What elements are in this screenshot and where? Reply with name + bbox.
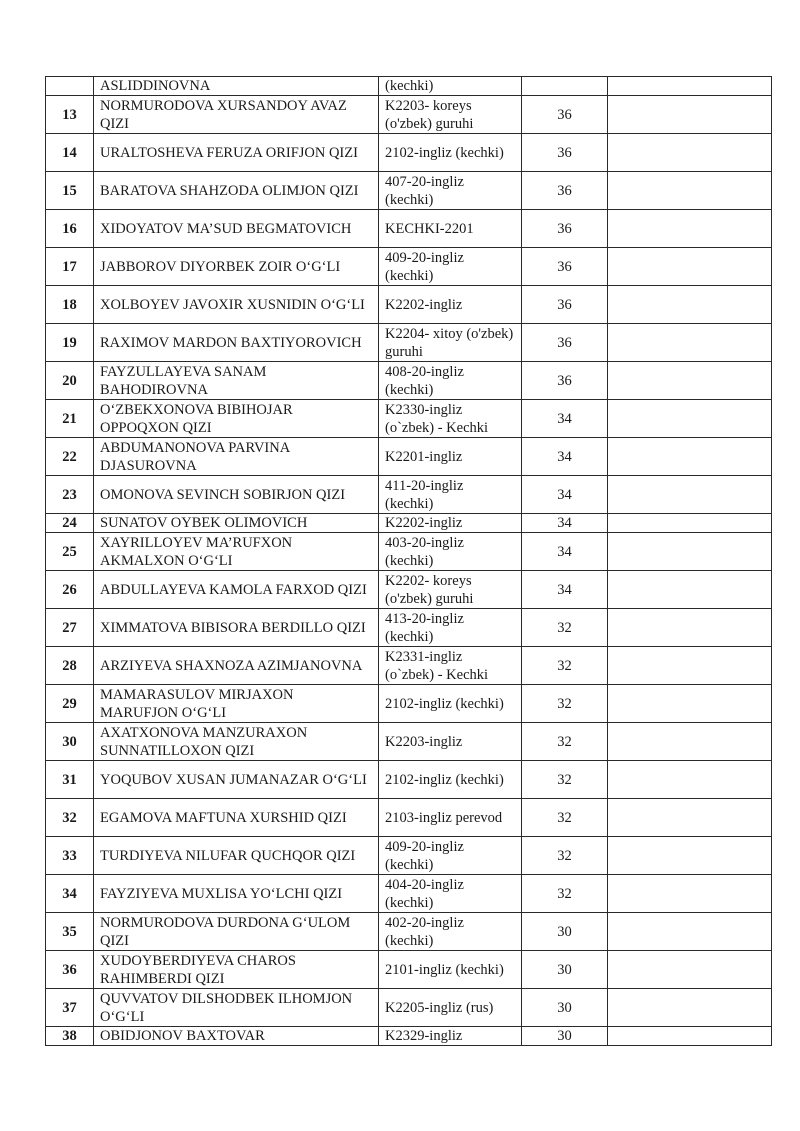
student-name-cell: YOQUBOV XUSAN JUMANAZAR O‘G‘LI — [94, 761, 379, 799]
table-row — [46, 248, 772, 286]
student-name-cell: OBIDJONOV BAXTOVAR — [94, 1027, 379, 1046]
empty-cell — [608, 837, 772, 875]
empty-cell — [608, 609, 772, 647]
empty-cell — [608, 723, 772, 761]
empty-cell — [608, 647, 772, 685]
empty-cell — [608, 248, 772, 286]
empty-cell — [608, 324, 772, 362]
row-number-cell: 18 — [46, 286, 94, 324]
student-name-cell: XOLBOYEV JAVOXIR XUSNIDIN O‘G‘LI — [94, 286, 379, 324]
row-number-cell: 24 — [46, 514, 94, 533]
score-cell: 36 — [522, 248, 608, 286]
student-name-cell: QUVVATOV DILSHODBEK ILHOMJON O‘G‘LI — [94, 989, 379, 1027]
empty-cell — [608, 400, 772, 438]
student-name-cell: MAMARASULOV MIRJAXON MARUFJON O‘G‘LI — [94, 685, 379, 723]
score-cell: 32 — [522, 723, 608, 761]
student-name-cell: JABBOROV DIYORBEK ZOIR O‘G‘LI — [94, 248, 379, 286]
group-cell: K2205-ingliz (rus) — [379, 989, 522, 1027]
empty-cell — [608, 476, 772, 514]
group-cell: 2103-ingliz perevod — [379, 799, 522, 837]
score-cell: 34 — [522, 571, 608, 609]
row-number-cell: 35 — [46, 913, 94, 951]
table-row — [46, 647, 772, 685]
row-number-cell: 26 — [46, 571, 94, 609]
group-cell: K2201-ingliz — [379, 438, 522, 476]
score-cell: 36 — [522, 134, 608, 172]
row-number-cell: 32 — [46, 799, 94, 837]
row-number-cell: 34 — [46, 875, 94, 913]
empty-cell — [608, 172, 772, 210]
table-row — [46, 134, 772, 172]
group-cell: 408-20-ingliz (kechki) — [379, 362, 522, 400]
empty-cell — [608, 761, 772, 799]
row-number-cell: 23 — [46, 476, 94, 514]
student-name-cell: URALTOSHEVA FERUZA ORIFJON QIZI — [94, 134, 379, 172]
row-number-cell: 38 — [46, 1027, 94, 1046]
student-name-cell: NORMURODOVA XURSANDOY AVAZ QIZI — [94, 96, 379, 134]
row-number-cell: 29 — [46, 685, 94, 723]
table-row — [46, 438, 772, 476]
table-row — [46, 400, 772, 438]
score-cell: 32 — [522, 685, 608, 723]
row-number-cell: 21 — [46, 400, 94, 438]
score-cell — [522, 77, 608, 96]
group-cell: K2203-ingliz — [379, 723, 522, 761]
empty-cell — [608, 913, 772, 951]
table-row — [46, 324, 772, 362]
score-cell: 36 — [522, 96, 608, 134]
empty-cell — [608, 77, 772, 96]
table-row — [46, 761, 772, 799]
score-cell: 30 — [522, 1027, 608, 1046]
row-number-cell: 17 — [46, 248, 94, 286]
group-cell: 403-20-ingliz (kechki) — [379, 533, 522, 571]
group-cell: K2331-ingliz (o`zbek) - Kechki — [379, 647, 522, 685]
group-cell: 402-20-ingliz (kechki) — [379, 913, 522, 951]
empty-cell — [608, 799, 772, 837]
row-number-cell: 16 — [46, 210, 94, 248]
student-name-cell: ABDUMANONOVA PARVINA DJASUROVNA — [94, 438, 379, 476]
group-cell: K2204- xitoy (o'zbek) guruhi — [379, 324, 522, 362]
table-row — [46, 286, 772, 324]
table-row — [46, 837, 772, 875]
group-cell: K2202- koreys (o'zbek) guruhi — [379, 571, 522, 609]
group-cell: K2330-ingliz (o`zbek) - Kechki — [379, 400, 522, 438]
table-row — [46, 913, 772, 951]
score-cell: 34 — [522, 400, 608, 438]
group-cell: 407-20-ingliz (kechki) — [379, 172, 522, 210]
table-row — [46, 476, 772, 514]
group-cell: 2102-ingliz (kechki) — [379, 685, 522, 723]
student-name-cell: TURDIYEVA NILUFAR QUCHQOR QIZI — [94, 837, 379, 875]
group-cell: 409-20-ingliz (kechki) — [379, 248, 522, 286]
row-number-cell: 28 — [46, 647, 94, 685]
score-cell: 32 — [522, 761, 608, 799]
group-cell: K2202-ingliz — [379, 514, 522, 533]
score-cell: 32 — [522, 875, 608, 913]
score-cell: 36 — [522, 210, 608, 248]
row-number-cell: 19 — [46, 324, 94, 362]
student-name-cell: EGAMOVA MAFTUNA XURSHID QIZI — [94, 799, 379, 837]
table-row — [46, 533, 772, 571]
empty-cell — [608, 134, 772, 172]
score-cell: 30 — [522, 989, 608, 1027]
score-cell: 36 — [522, 324, 608, 362]
student-name-cell: XIMMATOVA BIBISORA BERDILLO QIZI — [94, 609, 379, 647]
student-name-cell: FAYZIYEVA MUXLISA YO‘LCHI QIZI — [94, 875, 379, 913]
row-number-cell: 20 — [46, 362, 94, 400]
student-name-cell: OMONOVA SEVINCH SOBIRJON QIZI — [94, 476, 379, 514]
group-cell: 411-20-ingliz (kechki) — [379, 476, 522, 514]
row-number-cell: 37 — [46, 989, 94, 1027]
group-cell: 404-20-ingliz (kechki) — [379, 875, 522, 913]
student-name-cell: ABDULLAYEVA KAMOLA FARXOD QIZI — [94, 571, 379, 609]
row-number-cell — [46, 77, 94, 96]
score-cell: 32 — [522, 799, 608, 837]
student-name-cell: O‘ZBEKXONOVA BIBIHOJAR OPPOQXON QIZI — [94, 400, 379, 438]
empty-cell — [608, 438, 772, 476]
score-cell: 30 — [522, 913, 608, 951]
group-cell: 2101-ingliz (kechki) — [379, 951, 522, 989]
empty-cell — [608, 533, 772, 571]
score-cell: 36 — [522, 286, 608, 324]
score-cell: 32 — [522, 837, 608, 875]
group-cell: 413-20-ingliz (kechki) — [379, 609, 522, 647]
table-row — [46, 799, 772, 837]
score-cell: 34 — [522, 514, 608, 533]
table-row — [46, 685, 772, 723]
group-cell: (kechki) — [379, 77, 522, 96]
student-name-cell: XIDOYATOV MA’SUD BEGMATOVICH — [94, 210, 379, 248]
student-score-table — [45, 76, 772, 1046]
group-cell: 2102-ingliz (kechki) — [379, 761, 522, 799]
row-number-cell: 25 — [46, 533, 94, 571]
table-row — [46, 723, 772, 761]
row-number-cell: 14 — [46, 134, 94, 172]
table-row — [46, 96, 772, 134]
student-name-cell: SUNATOV OYBEK OLIMOVICH — [94, 514, 379, 533]
table-row — [46, 1027, 772, 1046]
student-name-cell: ASLIDDINOVNA — [94, 77, 379, 96]
student-name-cell: ARZIYEVA SHAXNOZA AZIMJANOVNA — [94, 647, 379, 685]
empty-cell — [608, 685, 772, 723]
row-number-cell: 22 — [46, 438, 94, 476]
row-number-cell: 13 — [46, 96, 94, 134]
score-cell: 32 — [522, 647, 608, 685]
empty-cell — [608, 951, 772, 989]
row-number-cell: 33 — [46, 837, 94, 875]
group-cell: K2202-ingliz — [379, 286, 522, 324]
row-number-cell: 31 — [46, 761, 94, 799]
group-cell: 2102-ingliz (kechki) — [379, 134, 522, 172]
empty-cell — [608, 571, 772, 609]
student-name-cell: FAYZULLAYEVA SANAM BAHODIROVNA — [94, 362, 379, 400]
score-cell: 34 — [522, 476, 608, 514]
row-number-cell: 36 — [46, 951, 94, 989]
table-row — [46, 514, 772, 533]
student-name-cell: XAYRILLOYEV MA’RUFXON AKMALXON O‘G‘LI — [94, 533, 379, 571]
group-cell: 409-20-ingliz (kechki) — [379, 837, 522, 875]
student-name-cell: XUDOYBERDIYEVA CHAROS RAHIMBERDI QIZI — [94, 951, 379, 989]
table-row — [46, 172, 772, 210]
table-row — [46, 571, 772, 609]
empty-cell — [608, 96, 772, 134]
table-row — [46, 210, 772, 248]
student-name-cell: AXATXONOVA MANZURAXON SUNNATILLOXON QIZI — [94, 723, 379, 761]
empty-cell — [608, 514, 772, 533]
table-row — [46, 951, 772, 989]
empty-cell — [608, 286, 772, 324]
score-cell: 34 — [522, 438, 608, 476]
empty-cell — [608, 989, 772, 1027]
row-number-cell: 30 — [46, 723, 94, 761]
score-cell: 30 — [522, 951, 608, 989]
table-row — [46, 362, 772, 400]
group-cell: K2329-ingliz — [379, 1027, 522, 1046]
table-row — [46, 77, 772, 96]
table-row — [46, 609, 772, 647]
student-name-cell: NORMURODOVA DURDONA G‘ULOM QIZI — [94, 913, 379, 951]
score-cell: 32 — [522, 609, 608, 647]
empty-cell — [608, 210, 772, 248]
score-cell: 36 — [522, 172, 608, 210]
student-name-cell: BARATOVA SHAHZODA OLIMJON QIZI — [94, 172, 379, 210]
empty-cell — [608, 875, 772, 913]
empty-cell — [608, 1027, 772, 1046]
row-number-cell: 27 — [46, 609, 94, 647]
empty-cell — [608, 362, 772, 400]
score-cell: 36 — [522, 362, 608, 400]
group-cell: K2203- koreys (o'zbek) guruhi — [379, 96, 522, 134]
table-body — [46, 77, 772, 1046]
table-row — [46, 989, 772, 1027]
student-name-cell: RAXIMOV MARDON BAXTIYOROVICH — [94, 324, 379, 362]
score-cell: 34 — [522, 533, 608, 571]
table-row — [46, 875, 772, 913]
group-cell: KECHKI-2201 — [379, 210, 522, 248]
row-number-cell: 15 — [46, 172, 94, 210]
